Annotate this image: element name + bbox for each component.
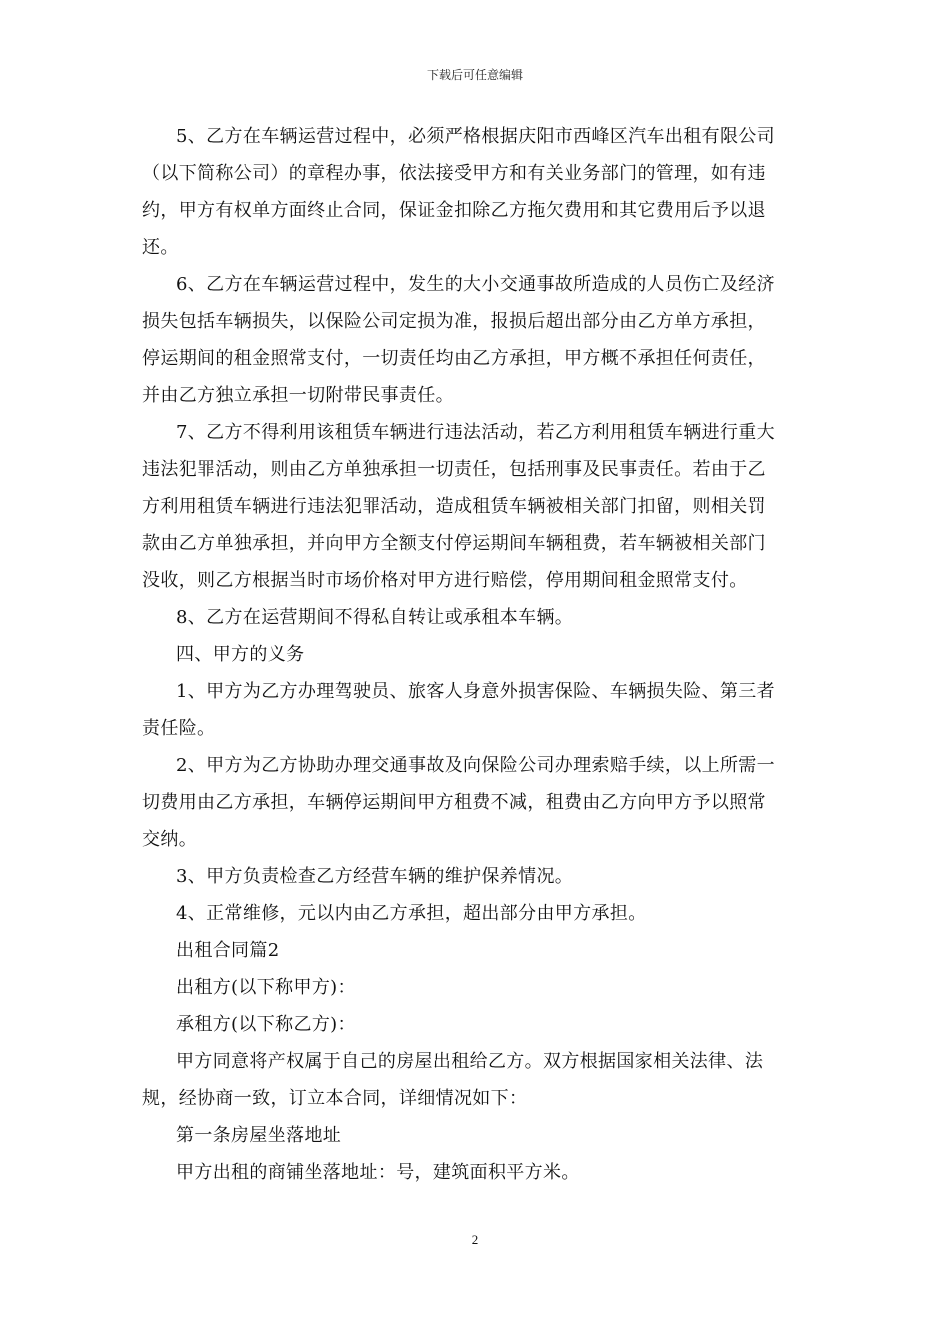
paragraph-line: 停运期间的租金照常支付，一切责任均由乙方承担，甲方概不承担任何责任，	[142, 348, 766, 369]
paragraph-line: 违法犯罪活动，则由乙方单独承担一切责任，包括刑事及民事责任。若由于乙	[142, 459, 766, 480]
paragraph-line: 4、正常维修，元以内由乙方承担，超出部分由甲方承担。	[176, 903, 647, 924]
paragraph-line: 承租方(以下称乙方)：	[176, 1014, 356, 1035]
paragraph-line: 2、甲方为乙方协助办理交通事故及向保险公司办理索赔手续，以上所需一	[176, 755, 775, 776]
paragraph-line: 5、乙方在车辆运营过程中，必须严格根据庆阳市西峰区汽车出租有限公司	[176, 126, 775, 147]
paragraph-line: 切费用由乙方承担，车辆停运期间甲方租费不减，租费由乙方向甲方予以照常	[142, 792, 766, 813]
paragraph-line: 规，经协商一致，订立本合同，详细情况如下：	[142, 1088, 528, 1109]
paragraph-line: 8、乙方在运营期间不得私自转让或承租本车辆。	[176, 607, 574, 628]
paragraph-line: 方利用租赁车辆进行违法犯罪活动，造成租赁车辆被相关部门扣留，则相关罚	[142, 496, 766, 517]
paragraph-line: 6、乙方在车辆运营过程中，发生的大小交通事故所造成的人员伤亡及经济	[176, 274, 775, 295]
paragraph-line: 损失包括车辆损失，以保险公司定损为准，报损后超出部分由乙方单方承担，	[142, 311, 766, 332]
paragraph-line: 责任险。	[142, 718, 216, 739]
paragraph-line: 四、甲方的义务	[176, 644, 305, 665]
paragraph-line: 没收，则乙方根据当时市场价格对甲方进行赔偿，停用期间租金照常支付。	[142, 570, 748, 591]
paragraph-line: 3、甲方负责检查乙方经营车辆的维护保养情况。	[176, 866, 574, 887]
paragraph-line: 还。	[142, 237, 179, 258]
document-body	[142, 118, 810, 1191]
page-header: 下载后可任意编辑	[426, 68, 523, 82]
paragraph-line: 款由乙方单独承担，并向甲方全额支付停运期间车辆租费，若车辆被相关部门	[142, 533, 766, 554]
paragraph-line: 1、甲方为乙方办理驾驶员、旅客人身意外损害保险、车辆损失险、第三者	[176, 681, 775, 702]
paragraph-line: 出租合同篇2	[176, 940, 280, 961]
paragraph-line: 7、乙方不得利用该租赁车辆进行违法活动，若乙方利用租赁车辆进行重大	[176, 422, 775, 443]
paragraph-line: 出租方(以下称甲方)：	[176, 977, 356, 998]
paragraph-line: 交纳。	[142, 829, 198, 850]
paragraph-line: 甲方同意将产权属于自己的房屋出租给乙方。双方根据国家相关法律、法	[176, 1051, 764, 1072]
paragraph-line: 约，甲方有权单方面终止合同，保证金扣除乙方拖欠费用和其它费用后予以退	[142, 200, 766, 221]
paragraph-line: 甲方出租的商铺坐落地址：号，建筑面积平方米。	[176, 1162, 580, 1183]
paragraph-line: 并由乙方独立承担一切附带民事责任。	[142, 385, 454, 406]
paragraph-line: （以下简称公司）的章程办事，依法接受甲方和有关业务部门的管理，如有违	[142, 163, 766, 184]
page-number: 2	[471, 1232, 479, 1247]
paragraph-line: 第一条房屋坐落地址	[176, 1125, 342, 1146]
